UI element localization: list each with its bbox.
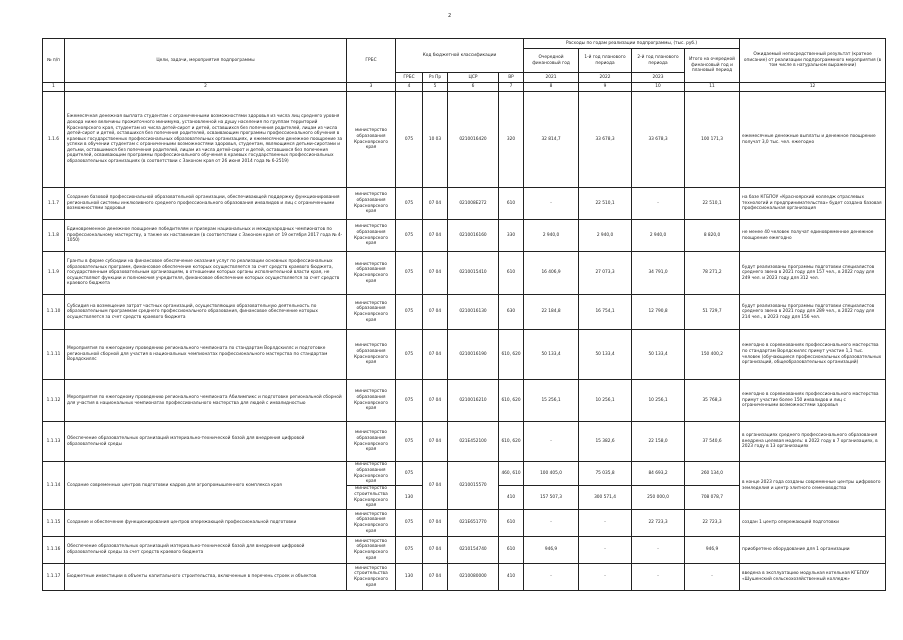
row-total: 22 723,3 (685, 510, 740, 537)
row-csr: 021Е452100 (448, 422, 499, 462)
row-y2023: 12 790,8 (632, 295, 685, 330)
row-num: 1.1.10 (43, 295, 65, 330)
row-text: Ежемесячная денежная выплата студентам с ограниченными возможностями здоровья из числа лиц среднего уровня дохода ниже величины прожиточного минимума, установленной на душу населения по группам территорий Красноярского края, студентам из числа детей-сирот и детей, оставшихся без попечения родителей, лицам из числа детей-сирот и детей, оставшихся без попечения родителей, осваивающим программы профессионального обучения в краевых государственных профессиональных образовательных организациях, и ежемесячное денежное поощрение за успехи в обучении студентам с ограниченными возможностями здоровья, студентам, являющимся детьми-сиротами и детьми, оставшимися без попечения родителей, лицам из числа детей-сирот и детей, оставшихся без попечения родителей, осваивающим программы профессионального обучения в краевых государственных профессиональных образовательных организациях (в соответствии с Законом края от 26 июня 2014 года № 6-2519) (65, 92, 347, 188)
row-vr: 610 (499, 252, 524, 295)
row-grbs: министерство образования Красноярского края (347, 537, 396, 564)
row-num: 1.1.9 (43, 252, 65, 295)
row-kgrbs: 130 (396, 564, 423, 591)
row-csr: 0210016190 (448, 330, 499, 380)
row-num: 1.1.13 (43, 422, 65, 462)
row-grbs: министерство образования Красноярского края (347, 220, 396, 252)
row-result: будут реализованы программы подготовки специалистов среднего звена в 2021 году для 289 чел., в 2022 году для 214 чел., в 2023 году для 156 чел. (740, 295, 886, 330)
row-y2021: - (524, 564, 579, 591)
row-y2022: - (579, 537, 632, 564)
row-total: 78 271,2 (685, 252, 740, 295)
row-y2023: - (632, 537, 685, 564)
row-text: Субсидия на возмещение затрат частных организаций, осуществляющих образовательную деятельность по образовательным программам среднего профессионального образования, финансовое обеспечение которых осуществляется за счет средств краевого бюджета (65, 295, 347, 330)
row-y2021: 157 507,3 (524, 486, 579, 510)
table-row (43, 537, 886, 564)
row-grbs: министерство образования Красноярского края (347, 510, 396, 537)
table-row (43, 422, 886, 462)
row-rzpr: 07 04 (423, 220, 448, 252)
row-num: 1.1.16 (43, 537, 65, 564)
column-number: 3 (347, 83, 396, 92)
row-csr: 0210080000 (448, 564, 499, 591)
row-vr: 610, 620 (499, 380, 524, 422)
header-task: Цели, задачи, мероприятия подпрограммы (65, 39, 347, 83)
column-number: 7 (499, 83, 524, 92)
row-csr: 0210016210 (448, 380, 499, 422)
row-text: Создание и обеспечение функционирования центров опережающей профессиональной подготовки (65, 510, 347, 537)
row-y2021: 32 814,7 (524, 92, 579, 188)
table-row (43, 330, 886, 380)
row-grbs: министерство образования Красноярского края (347, 462, 396, 486)
row-y2022: 50 133,4 (579, 330, 632, 380)
column-number: 4 (396, 83, 423, 92)
row-y2022: 22 510,1 (579, 188, 632, 220)
row-kgrbs: 130 (396, 486, 423, 510)
column-number: 2 (65, 83, 347, 92)
header-col-grbs: ГРБС (396, 73, 423, 83)
row-kgrbs: 075 (396, 252, 423, 295)
row-total: 8 820,0 (685, 220, 740, 252)
row-result: приобретено оборудование для 1 организации (740, 537, 886, 564)
row-y2021: 22 184,8 (524, 295, 579, 330)
row-y2021: 946,9 (524, 537, 579, 564)
row-rzpr: 07 04 (423, 564, 448, 591)
table-row (43, 252, 886, 295)
header-second-plan-year: 2-й год планового периода (632, 49, 685, 73)
row-y2023: 22 723,3 (632, 510, 685, 537)
row-csr: 0210015410 (448, 252, 499, 295)
header-grbs: ГРБС (347, 39, 396, 83)
header-col-rzpr: Рз Пр (423, 73, 448, 83)
header-result: Ожидаемый непосредственный результат (краткое описание) от реализации подпрограммного мероприятия (в том числе в натуральном выражении) (740, 39, 886, 83)
row-result: в организациях среднего профессионального образования внедрена целевая модель: в 2022 году в 7 организациях, в 2023 году в 13 организациях (740, 422, 886, 462)
row-total: 150 400,2 (685, 330, 740, 380)
row-result: на базе КГБПОУ «Красноярский колледж отраслевых технологий и предпринимательства» будет создана базовая профессиональная организация (740, 188, 886, 220)
column-number: 6 (448, 83, 499, 92)
row-grbs: министерство образования Красноярского края (347, 188, 396, 220)
row-grbs: министерство образования Красноярского края (347, 380, 396, 422)
table-row (43, 564, 886, 591)
row-result: введена в эксплуатацию модульная котельная КГБПОУ «Шушенский сельскохозяйственный колледж» (740, 564, 886, 591)
row-rzpr: 07 04 (423, 422, 448, 462)
row-y2022: 2 940,0 (579, 220, 632, 252)
row-text: Бюджетные инвестиции в объекты капитального строительства, включенные в перечень строек и объектов (65, 564, 347, 591)
row-num: 1.1.12 (43, 380, 65, 422)
row-y2023: 84 693,2 (632, 462, 685, 486)
row-kgrbs: 075 (396, 510, 423, 537)
column-number: 12 (740, 83, 886, 92)
header-budget-class: Код бюджетной классификации (396, 39, 524, 73)
row-vr: 630 (499, 295, 524, 330)
row-num: 1.1.17 (43, 564, 65, 591)
column-number: 11 (685, 83, 740, 92)
row-y2023: 250 000,0 (632, 486, 685, 510)
row-csr: 0210154740 (448, 537, 499, 564)
row-y2021: 16 406,9 (524, 252, 579, 295)
row-rzpr: 07 04 (423, 295, 448, 330)
row-kgrbs: 075 (396, 220, 423, 252)
header-num: № п/п (43, 39, 65, 83)
row-result: ежегодно в соревнованиях профессионального мастерства по стандартам Ворлдскиллс примут участие 1,1 тыс. человек (обучающиеся профессиональных образовательных организаций, общеобразовательных организаций) (740, 330, 886, 380)
row-y2021: 100 405,0 (524, 462, 579, 486)
table-row (43, 380, 886, 422)
table-row (43, 510, 886, 537)
row-y2023: - (632, 564, 685, 591)
row-y2022: 33 678,3 (579, 92, 632, 188)
header-first-plan-year: 1-й год планового периода (579, 49, 632, 73)
row-kgrbs: 075 (396, 537, 423, 564)
row-total: 37 540,6 (685, 422, 740, 462)
row-kgrbs: 075 (396, 295, 423, 330)
row-y2021: 50 133,4 (524, 330, 579, 380)
row-y2022: 75 035,8 (579, 462, 632, 486)
row-vr: 610, 620 (499, 330, 524, 380)
row-vr: 320 (499, 92, 524, 188)
row-y2021: 15 256,1 (524, 380, 579, 422)
row-num: 1.1.7 (43, 188, 65, 220)
row-csr: 0210016420 (448, 92, 499, 188)
row-result: создан 1 центр опережающей подготовки (740, 510, 886, 537)
row-result: ежемесячные денежные выплаты и денежное поощрение получат 3,0 тыс. чел. ежегодно (740, 92, 886, 188)
row-y2022: 15 382,6 (579, 422, 632, 462)
row-y2023: 50 133,4 (632, 330, 685, 380)
column-number: 1 (43, 83, 65, 92)
row-grbs: министерство образования Красноярского края (347, 422, 396, 462)
row-y2023: - (632, 188, 685, 220)
row-y2021: - (524, 188, 579, 220)
row-num: 1.1.14 (43, 462, 65, 510)
row-csr: 0210016160 (448, 220, 499, 252)
row-vr: 410 (499, 564, 524, 591)
row-text: Мероприятия по ежегодному проведению регионального чемпионата по стандартам Ворлдскиллс и подготовке региональной сборной для участия в национальных чемпионатах профессионального мастерства по стандартам Ворлдскиллс (65, 330, 347, 380)
row-total: 22 510,1 (685, 188, 740, 220)
row-text: Гранты в форме субсидии на финансовое обеспечение оказания услуг по реализации основных профессиональных образовательных программ, финансовое обеспечение которых осуществляется за счет средств краевого бюджета, государственным образовательным организациям, в отношении которых органы исполнительной власти края, не осуществляют функции и полномочия учредителя, финансовое обеспечение которых осуществляется за счет средств краевого бюджета (65, 252, 347, 295)
row-csr: 0210016130 (448, 295, 499, 330)
row-rzpr: 07 04 (423, 462, 448, 510)
row-vr: 610 (499, 537, 524, 564)
table-row (43, 295, 886, 330)
row-y2021: - (524, 510, 579, 537)
row-text: Обеспечение образовательных организаций материально-технической базой для внедрения цифровой образовательной среды за счет средств краевого бюджета (65, 537, 347, 564)
row-total: 708 078,7 (685, 486, 740, 510)
row-vr: 610, 620 (499, 422, 524, 462)
row-grbs: министерство строительства Красноярского края (347, 486, 396, 510)
row-total: 100 171,3 (685, 92, 740, 188)
header-current-year: Очередной финансовый год (524, 49, 579, 73)
row-total: 946,9 (685, 537, 740, 564)
column-number: 5 (423, 83, 448, 92)
row-text: Создание базовой профессиональной образовательной организации, обеспечивающей поддержку функционирования региональной системы инклюзивного среднего профессионального образования инвалидов и лиц с ограниченными возможностями здоровья (65, 188, 347, 220)
row-kgrbs: 075 (396, 188, 423, 220)
row-vr: 610 (499, 510, 524, 537)
row-y2022: 27 073,3 (579, 252, 632, 295)
column-number: 9 (579, 83, 632, 92)
row-result: в конце 2023 года созданы современные центры цифрового земледелия и центр элитного семеноводства (740, 462, 886, 510)
row-rzpr: 07 04 (423, 252, 448, 295)
row-num: 1.1.6 (43, 92, 65, 188)
subprogram-table (42, 38, 886, 591)
row-grbs: министерство образования Красноярского края (347, 92, 396, 188)
row-num: 1.1.15 (43, 510, 65, 537)
row-kgrbs: 075 (396, 422, 423, 462)
table-row (43, 220, 886, 252)
row-vr: 460, 610 (499, 462, 524, 486)
row-grbs: министерство образования Красноярского края (347, 330, 396, 380)
row-total: - (685, 564, 740, 591)
row-total: 35 768,3 (685, 380, 740, 422)
row-num: 1.1.11 (43, 330, 65, 380)
row-rzpr: 07 04 (423, 330, 448, 380)
row-kgrbs: 075 (396, 330, 423, 380)
row-vr: 330 (499, 220, 524, 252)
row-result: не менее 40 человек получат единовременное денежное поощрение ежегодно (740, 220, 886, 252)
row-y2022: 10 256,1 (579, 380, 632, 422)
table-row (43, 462, 886, 486)
column-number: 8 (524, 83, 579, 92)
row-text: Единовременное денежное поощрение победителям и призерам национальных и международных чемпионатов по профессиональному мастерству, а также их наставникам (в соответствии с Законом края от 19 октября 2017 года № 4-1050) (65, 220, 347, 252)
row-y2023: 2 940,0 (632, 220, 685, 252)
row-vr: 610 (499, 188, 524, 220)
row-y2022: 16 754,1 (579, 295, 632, 330)
row-y2023: 10 256,1 (632, 380, 685, 422)
row-y2023: 33 678,3 (632, 92, 685, 188)
row-result: ежегодно в соревнованиях профессионального мастерства примут участие более 150 инвалидов и лиц с ограниченными возможностями здоровья (740, 380, 886, 422)
row-y2021: 2 940,0 (524, 220, 579, 252)
row-vr: 410 (499, 486, 524, 510)
row-y2021: - (524, 422, 579, 462)
row-y2023: 34 791,0 (632, 252, 685, 295)
table-row (43, 188, 886, 220)
row-text: Обеспечение образовательных организаций материально-технической базой для внедрения цифровой образовательной среды (65, 422, 347, 462)
row-y2022: - (579, 564, 632, 591)
row-rzpr: 10 03 (423, 92, 448, 188)
header-year-2023: 2023 (632, 73, 685, 83)
row-grbs: министерство образования Красноярского края (347, 295, 396, 330)
row-result: будут реализованы программы подготовки специалистов среднего звена в 2021 году для 157 чел., в 2022 году для 249 чел. и 2023 году для 312 чел. (740, 252, 886, 295)
table-row (43, 92, 886, 188)
header-total: Итого на очередной финансовый год и плановый период (685, 49, 740, 83)
row-rzpr: 07 04 (423, 510, 448, 537)
header-col-csr: ЦСР (448, 73, 499, 83)
row-rzpr: 07 04 (423, 537, 448, 564)
row-y2022: 300 571,4 (579, 486, 632, 510)
row-grbs: министерство строительства Красноярского края (347, 564, 396, 591)
header-col-vr: ВР (499, 73, 524, 83)
row-grbs: министерство образования Красноярского края (347, 252, 396, 295)
row-csr: 021008Е272 (448, 188, 499, 220)
header-expenses: Расходы по годам реализации подпрограммы, (тыс. руб.) (524, 39, 740, 49)
row-text: Создание современных центров подготовки кадров для агропромышленного комплекса края (65, 462, 347, 510)
row-y2023: 22 158,0 (632, 422, 685, 462)
column-number: 10 (632, 83, 685, 92)
header-year-2022: 2022 (579, 73, 632, 83)
page-number: 2 (448, 13, 452, 19)
row-total: 260 134,0 (685, 462, 740, 486)
row-csr: 021Е651770 (448, 510, 499, 537)
header-year-2021: 2021 (524, 73, 579, 83)
row-kgrbs: 075 (396, 380, 423, 422)
row-text: Мероприятия по ежегодному проведению регионального чемпионата Абилимпикс и подготовке региональной сборной для участия в национальных чемпионатах профессионального мастерства для людей с инвалидностью (65, 380, 347, 422)
row-rzpr: 07 04 (423, 380, 448, 422)
row-kgrbs: 075 (396, 92, 423, 188)
row-csr: 0210015570 (448, 462, 499, 510)
row-rzpr: 07 04 (423, 188, 448, 220)
row-y2022: - (579, 510, 632, 537)
row-total: 51 729,7 (685, 295, 740, 330)
row-num: 1.1.8 (43, 220, 65, 252)
row-kgrbs: 075 (396, 462, 423, 486)
